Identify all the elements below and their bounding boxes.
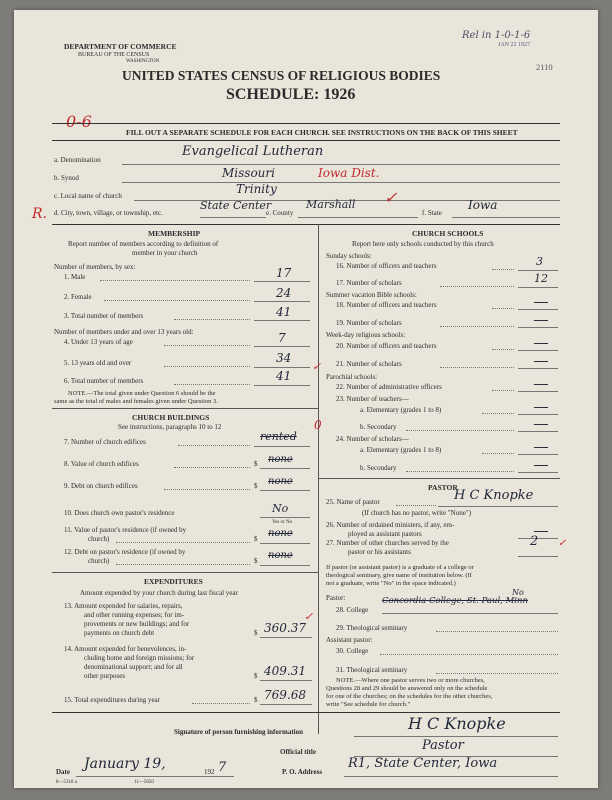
q2-value: 24	[276, 286, 292, 300]
weekday-schools-label: Week-day religious schools:	[326, 331, 406, 339]
expenditures-sub: Amount expended by your church during last fiscal year	[80, 589, 238, 597]
graduate-note-1: If pastor (or assistant pastor) is a graduate of a college or	[326, 564, 474, 571]
q24a-label: a. Elementary (grades 1 to 8)	[360, 446, 442, 454]
parochial-schools-label: Parochial schools:	[326, 373, 378, 381]
rule	[52, 140, 560, 141]
q31-label: 31. Theological seminary	[336, 666, 408, 674]
stamp-date: JAN 22 1927	[498, 42, 531, 48]
stamp-top: Rel in 1-0-1-6	[462, 30, 531, 41]
q24-label: 24. Number of scholars—	[336, 435, 409, 443]
membership-intro-2: member in your church	[132, 249, 198, 257]
schools-sub: Report here only schools conducted by this church	[352, 240, 494, 248]
pastor-note-1: NOTE.—Where one pastor serves two or more churches,	[336, 677, 485, 684]
city-value: State Center	[200, 199, 272, 212]
county-label: e. County	[266, 209, 294, 217]
check-mark: ✓	[312, 360, 322, 373]
city-label: WASHINGTON	[126, 59, 160, 64]
q13-dollar: $	[254, 629, 258, 637]
q28-label: 28. College	[336, 606, 369, 614]
by-sex-label: Number of members, by sex:	[54, 263, 136, 271]
q22-value	[534, 384, 548, 385]
official-title-label: Official title	[280, 748, 316, 756]
q11-label-a: 11. Value of pastor's residence (if owned by	[64, 526, 187, 534]
q9-label: 9. Debt on church edifices	[64, 482, 138, 490]
pastor-note-2: Questions 28 and 29 should be answered only on the schedule	[326, 685, 488, 692]
year-prefix: 192	[204, 768, 215, 776]
q25-value: H C Knopke	[454, 488, 534, 503]
church-name-value: Trinity	[236, 182, 277, 196]
q9-dollar: $	[254, 482, 258, 490]
q5-value: 34	[276, 351, 292, 365]
check-mark: ✓	[558, 538, 567, 549]
q1-value: 17	[276, 266, 292, 280]
q24b-label: b. Secondary	[360, 464, 397, 472]
q24a-value	[534, 447, 548, 448]
membership-intro-1: Report number of members according to definition of	[68, 240, 219, 248]
q13-line-1: 13. Amount expended for salaries, repairs,	[64, 602, 183, 610]
q27-label-a: 27. Number of other churches served by the	[326, 539, 449, 547]
department-label: DEPARTMENT OF COMMERCE	[64, 42, 177, 51]
q14-dollar: $	[254, 672, 258, 680]
check-mark: ✓	[384, 188, 398, 207]
signature-value: H C Knopke	[408, 714, 506, 733]
red-zero-mark: 0	[314, 418, 322, 432]
schedule-title: SCHEDULE: 1926	[226, 86, 356, 103]
schools-heading: CHURCH SCHOOLS	[412, 229, 484, 238]
q2-label: 2. Female	[64, 293, 92, 301]
q3-value: 41	[276, 305, 292, 319]
q14-value: 409.31	[264, 664, 306, 678]
q15-label: 15. Total expenditures during year	[64, 696, 160, 704]
q12-value: none	[268, 550, 293, 561]
q7-label: 7. Number of church edifices	[64, 438, 146, 446]
membership-heading: MEMBERSHIP	[148, 229, 201, 238]
buildings-heading: CHURCH BUILDINGS	[132, 413, 210, 422]
q3-label: 3. Total number of members	[64, 312, 144, 320]
q29-label: 29. Theological seminary	[336, 624, 408, 632]
q18-label: 18. Number of officers and teachers	[336, 301, 437, 309]
q13-value: 360.37	[264, 621, 306, 635]
q11-dollar: $	[254, 535, 258, 543]
pastor-note-4: write "See schedule for church."	[326, 701, 411, 708]
q28-no-value: No	[512, 588, 524, 597]
check-mark: ✓	[304, 610, 314, 623]
synod-district: Iowa Dist.	[318, 166, 380, 180]
date-label: Date	[56, 768, 70, 776]
q8-dollar: $	[254, 460, 258, 468]
q21-value	[534, 361, 548, 362]
instructions: FILL OUT A SEPARATE SCHEDULE FOR EACH CHURCH. SEE INSTRUCTIONS ON THE BACK OF THIS SHEET	[126, 128, 518, 137]
q15-value: 769.68	[264, 688, 306, 702]
q12-label-a: 12. Debt on pastor's residence (if owned by	[64, 548, 186, 556]
q12-dollar: $	[254, 557, 258, 565]
po-address-label: P. O. Address	[282, 768, 323, 776]
city-town-label: d. City, town, village, or township, etc.	[54, 209, 163, 217]
membership-note-1: NOTE.—The total given under Question 6 should be the	[68, 390, 216, 397]
form-code-1: 8—5318 a	[56, 780, 77, 785]
q19-label: 19. Number of scholars	[336, 319, 402, 327]
q23a-value	[534, 407, 548, 408]
q20-label: 20. Number of officers and teachers	[336, 342, 437, 350]
q6-value: 41	[276, 369, 292, 383]
census-form-paper	[14, 10, 598, 788]
q4-value: 7	[278, 331, 286, 345]
official-title-value: Pastor	[422, 738, 464, 753]
q17-label: 17. Number of scholars	[336, 279, 402, 287]
q10-label: 10. Does church own pastor's residence	[64, 509, 175, 517]
red-r-mark: R.	[32, 206, 47, 222]
expenditures-heading: EXPENDITURES	[144, 577, 203, 586]
form-number: 2110	[536, 62, 553, 72]
state-value: Iowa	[468, 198, 498, 212]
q19-value	[534, 320, 548, 321]
red-mark: 0-6	[66, 112, 92, 131]
q14-line-1: 14. Amount expended for benevolences, in-	[64, 645, 187, 653]
q8-value: none	[268, 454, 293, 465]
q14-line-4: other purposes	[84, 672, 126, 680]
po-address-value: R1, State Center, Iowa	[348, 756, 498, 771]
q25-label: 25. Name of pastor	[326, 498, 380, 506]
pastor-heading: PASTOR	[428, 483, 458, 492]
denomination-value: Evangelical Lutheran	[182, 144, 324, 159]
q16-value: 3	[536, 255, 543, 268]
denomination-label: a. Denomination	[54, 156, 101, 164]
summer-schools-label: Summer vacation Bible schools:	[326, 291, 417, 299]
q23b-label: b. Secondary	[360, 423, 397, 431]
q22-label: 22. Number of administrative officers	[336, 383, 442, 391]
q28-value: Concordia College, St. Paul, Minn	[382, 596, 528, 606]
q13-line-2: and other running expenses; for im-	[84, 611, 185, 619]
buildings-sub: See instructions, paragraphs 10 to 12	[118, 423, 222, 431]
q5-label: 5. 13 years old and over	[64, 359, 132, 367]
q4-label: 4. Under 13 years of age	[64, 338, 133, 346]
q23-label: 23. Number of teachers—	[336, 395, 409, 403]
church-name-label: c. Local name of church	[54, 192, 122, 200]
q26-label-b: ployed as assistant pastors	[348, 530, 422, 538]
q9-value: none	[268, 476, 293, 487]
form-title: UNITED STATES CENSUS OF RELIGIOUS BODIES	[122, 68, 441, 83]
q21-label: 21. Number of scholars	[336, 360, 402, 368]
q23a-label: a. Elementary (grades 1 to 8)	[360, 406, 442, 414]
q17-value: 12	[534, 272, 548, 285]
column-divider	[318, 224, 319, 734]
q25-note: (If church has no pastor, write "None")	[362, 509, 472, 517]
graduate-note-3: not a graduate, write "No" in the space indicated.)	[326, 580, 456, 587]
q14-line-3: denominational support; and for all	[84, 663, 183, 671]
q26-value	[534, 531, 548, 532]
q13-line-4: payments on church debt	[84, 629, 155, 637]
q7-value: rented	[260, 430, 297, 443]
bureau-label: BUREAU OF THE CENSUS	[78, 52, 150, 58]
q12-label-b: church)	[88, 557, 110, 565]
pastor-note-3: for one of the churches; on the schedules for the other churches,	[326, 693, 493, 700]
q20-value	[534, 343, 548, 344]
rule	[52, 123, 560, 124]
q10-value: No	[272, 502, 289, 515]
age-intro-label: Number of members under and over 13 years old:	[54, 328, 194, 336]
q18-value	[534, 302, 548, 303]
year-digit: 7	[218, 760, 227, 775]
q8-label: 8. Value of church edifices	[64, 460, 139, 468]
q6-label: 6. Total number of members	[64, 377, 144, 385]
q16-label: 16. Number of officers and teachers	[336, 262, 437, 270]
form-code-2: 11—5050	[134, 780, 154, 785]
q26-label-a: 26. Number of ordained ministers, if any, em-	[326, 521, 455, 529]
synod-value: Missouri	[222, 166, 275, 180]
q15-dollar: $	[254, 696, 258, 704]
q11-label-b: church)	[88, 535, 110, 543]
q24b-value	[534, 465, 548, 466]
q30-label: 30. College	[336, 647, 369, 655]
q14-line-2: cluding home and foreign missions; for	[84, 654, 195, 662]
county-value: Marshall	[306, 198, 356, 211]
assistant-pastor-label: Assistant pastor:	[326, 636, 373, 644]
q11-value: none	[268, 528, 293, 539]
pastor-sub-label: Pastor:	[326, 594, 346, 602]
state-label: f. State	[422, 209, 442, 217]
q23b-value	[534, 424, 548, 425]
signature-label: Signature of person furnishing information	[174, 728, 303, 736]
yes-no-hint: Yes or No	[272, 520, 293, 525]
q1-label: 1. Male	[64, 273, 86, 281]
date-value: January 19,	[84, 756, 166, 772]
membership-note-2: same as the total of males and females given under Question 3.	[54, 398, 218, 405]
q27-value: 2	[530, 534, 539, 549]
synod-label: b. Synod	[54, 174, 79, 182]
q13-line-3: provements or new buildings; and for	[84, 620, 190, 628]
q27-label-b: pastor or his assistants	[348, 548, 411, 556]
graduate-note-2: theological seminary, give name of institution below. (If	[326, 572, 472, 579]
sunday-schools-label: Sunday schools:	[326, 252, 372, 260]
